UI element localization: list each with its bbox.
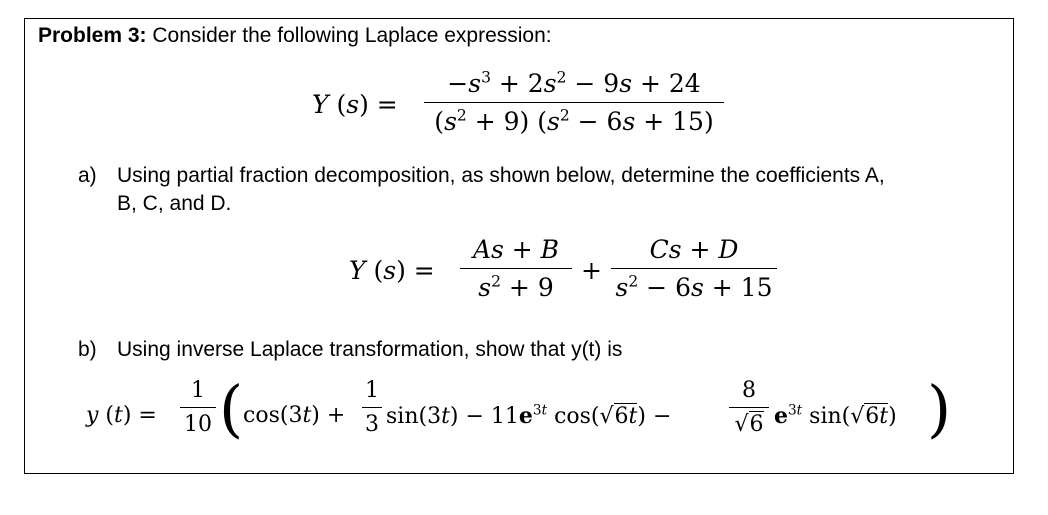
eq3-coef-den: 10 (184, 412, 212, 437)
eq3-coef-num: 1 (191, 378, 205, 403)
eq3-frac1 (362, 378, 382, 437)
eq2-frac1-den: $s^2 + 9$ (478, 272, 554, 302)
part-b-marker: b) (78, 338, 97, 361)
eq2-fraction1 (460, 235, 572, 302)
eq3-left-paren: ( (219, 372, 244, 445)
eq1-numerator: $-s^3 + 2s^2 - 9s + 24$ (447, 68, 701, 98)
eq3-frac1-num: 1 (365, 378, 379, 403)
eq2-plus: + (581, 256, 602, 285)
eq1-denominator: $(s^2 + 9) (s^2 - 6s + 15)$ (434, 106, 714, 136)
eq3-frac1-den: 3 (365, 412, 379, 437)
part-b-text: Using inverse Laplace transformation, show that y(t) is (117, 338, 623, 361)
eq3-right-paren: ) (927, 372, 952, 445)
eq3-coef (180, 378, 216, 437)
eq3-term1: cos(3t) + (243, 403, 346, 428)
eq3-lhs: y (t) = (86, 403, 157, 428)
eq2-frac2-den: $s^2 - 6s + 15$ (615, 272, 773, 302)
eq2-fraction2 (611, 235, 777, 302)
problem-heading (38, 24, 552, 48)
eq3-frac2-den: √6 (734, 412, 764, 437)
eq2-frac2-num: Cs + D (649, 235, 739, 264)
part-a-line1: Using partial fraction decomposition, as shown below, determine the coefficients A, (117, 164, 885, 187)
problem-intro: Consider the following Laplace expression: (152, 24, 552, 47)
eq2-lhs: Y (s) = (349, 256, 435, 285)
eq3-frac2-num: 8 (742, 378, 756, 403)
part-a-marker: a) (78, 164, 97, 187)
eq3-term3: $e^{3t}$ sin(√6t) (774, 402, 897, 429)
problem-label: Problem 3: (38, 24, 147, 47)
part-a-line2: B, C, and D. (117, 192, 232, 215)
eq1-fraction (424, 69, 724, 136)
eq3-term2: $\sin(3t) - 11e^{3t}$ cos(√6t) − (386, 402, 672, 429)
eq3-frac2 (729, 378, 769, 437)
eq2-frac1-num: As + B (472, 235, 560, 264)
eq1-lhs: Y (s) = (312, 90, 398, 119)
